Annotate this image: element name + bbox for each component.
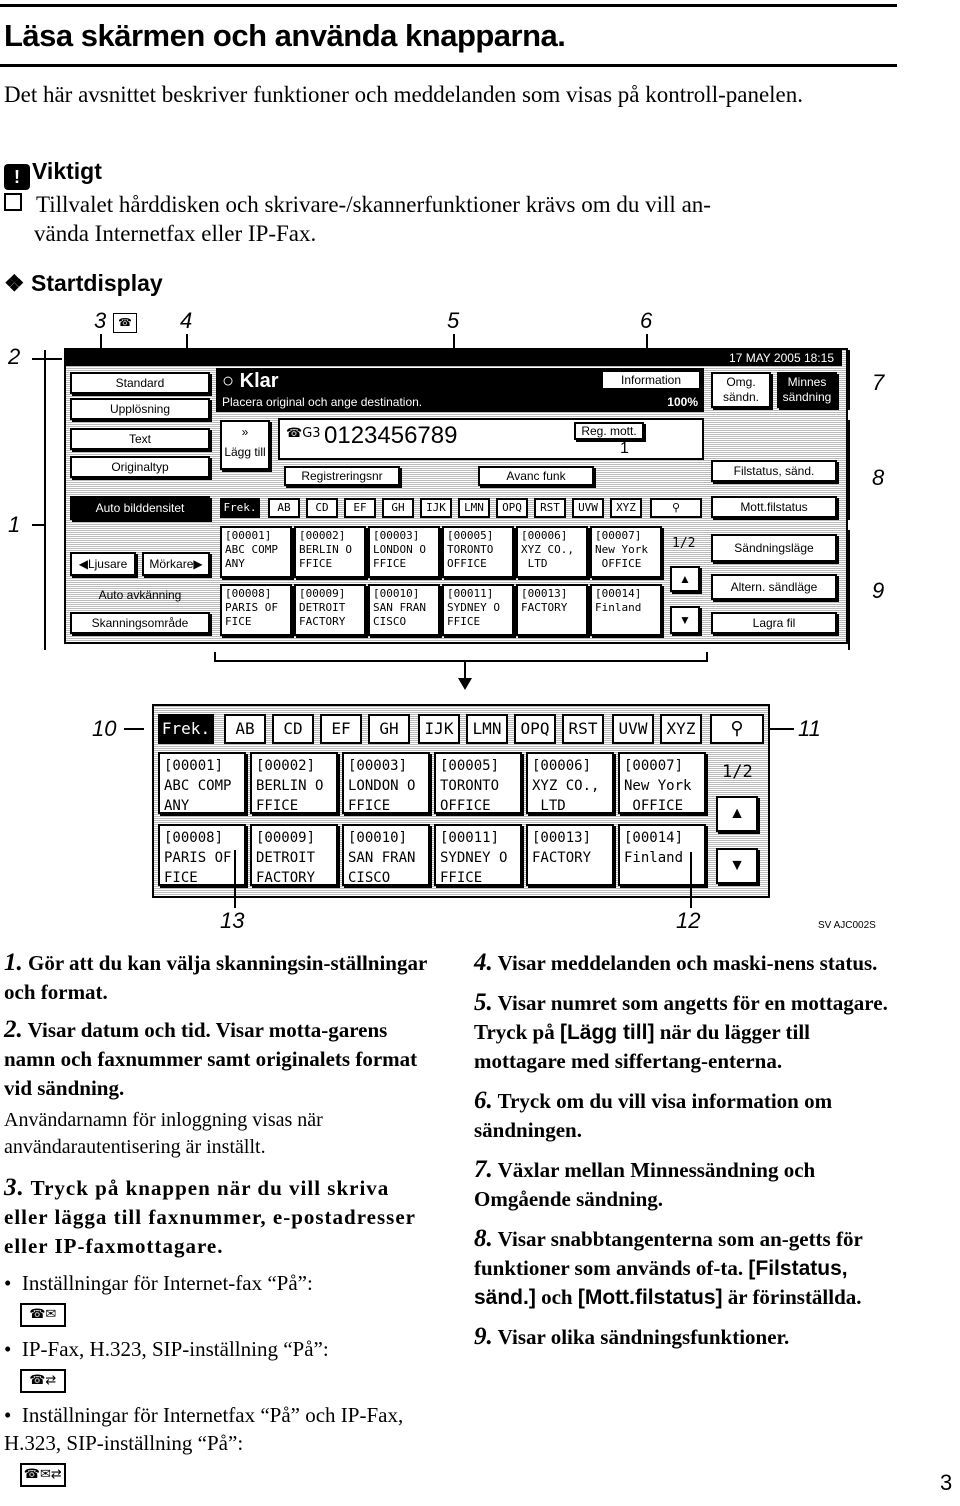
quick-dial-cell-zoom[interactable]: [00007] New York OFFICE [618,752,706,814]
list-item: 8. Visar snabbtangenterna som an-getts för funktioner som används of-ta. [Filstatus, sänd.] och [Mott.filstatus] är förinställda. [474,1225,863,1309]
quick-dial-cell[interactable]: [00002] BERLIN O FFICE [294,526,366,578]
bracket-1 [44,350,46,650]
key-sandningslage[interactable]: Sändningsläge [711,534,837,562]
datetime-bar [66,350,842,366]
page-indicator: 1/2 [672,536,696,551]
title-rule [0,64,897,67]
key-reg-mott[interactable]: Reg. mott. [574,422,644,440]
tab-xyz-zoom[interactable]: XYZ [660,714,702,744]
datetime: 17 MAY 2005 18:15 [729,351,834,365]
note-line-2: vända Internetfax eller IP-Fax. [34,221,317,246]
tab-ijk-zoom[interactable]: IJK [418,714,460,744]
list-right [474,948,898,1352]
tab-rst[interactable]: RST [534,498,566,518]
quick-dial-cell[interactable]: [00007] New York OFFICE [590,526,662,578]
internet-fax-icon: ☎✉ [20,1303,66,1327]
quick-dial-cell[interactable]: [00005] TORONTO OFFICE [442,526,514,578]
tab-uvw[interactable]: UVW [572,498,604,518]
page-title: Läsa skärmen och använda knapparna. [4,18,566,53]
quick-dial-cell[interactable]: [00008] PARIS OF FICE [220,584,292,636]
label-auto-avkanning: Auto avkänning [98,588,182,602]
list-item: 6. Tryck om du vill visa information om sändningen. [474,1087,833,1142]
quick-dial-cell-zoom[interactable]: [00003] LONDON O FFICE [342,752,430,814]
important-icon: ! [4,164,30,190]
note-line-1: Tillvalet hårddisken och skrivare-/skannerfunktioner krävs om du vill an- [36,192,711,217]
important-note [4,190,896,248]
leader-line-10 [124,728,144,730]
quick-dial-cell-zoom[interactable]: [00002] BERLIN O FFICE [250,752,338,814]
reg-count: 1 [620,440,629,457]
list-item: 1. Gör att du kan välja skanningsin-ställningar och format. [4,949,427,1004]
fax-mode-icon: ☎ [113,313,137,333]
leader-line-11 [770,728,794,730]
zoomed-quick-dial-panel [152,704,770,898]
leader-line-2 [32,358,62,360]
leader-line-12 [690,852,692,908]
key-ljusare[interactable]: ◀Ljusare [70,552,136,576]
quick-dial-cell-zoom[interactable]: [00009] DETROIT FACTORY [250,824,338,886]
quick-dial-cell-zoom[interactable]: [00014] Finland [618,824,706,886]
list-item: 4. Visar meddelanden och maski-nens status. [474,949,878,976]
quick-dial-cell-zoom[interactable]: [00001] ABC COMP ANY [158,752,246,814]
g3-line-icon: ☎G3 [286,426,321,441]
callout-11: 11 [798,716,821,741]
key-minnes-sandning[interactable]: Minnes sändning [777,372,837,408]
callout-7: 7 [872,370,885,395]
bullet-item: • Inställningar för Internetfax “På” och IP-Fax, H.323, SIP-inställning “På”: ☎✉⇄ [4,1401,428,1487]
callout-9: 9 [872,578,885,603]
callout-10: 10 [92,716,117,741]
key-filstatus-sand[interactable]: Filstatus, sänd. [711,460,837,482]
key-mott-filstatus[interactable]: Mott.filstatus [711,496,837,518]
bullet-item: • IP-Fax, H.323, SIP-inställning “På”: ☎⇄ [4,1335,428,1393]
list-item: 9. Visar olika sändningsfunktioner. [474,1323,790,1350]
quick-dial-cell-zoom[interactable]: [00008] PARIS OF FICE [158,824,246,886]
callout-5: 5 [447,308,460,333]
key-originaltyp[interactable]: Originaltyp [70,456,210,478]
callout-1: 1 [8,512,21,537]
key-lagra-fil[interactable]: Lagra fil [711,612,837,634]
key-lagg-till[interactable]: » Lägg till [220,420,270,470]
quick-dial-cell[interactable]: [00010] SAN FRAN CISCO [368,584,440,636]
quick-dial-cell[interactable]: [00001] ABC COMP ANY [220,526,292,578]
list-item-note: Användarnamn för inloggning visas när användarautentisering är inställt. [4,1109,323,1158]
startdisplay-heading [4,270,163,297]
diamond-bullet-icon: ❖ [4,270,25,296]
tab-ab[interactable]: AB [268,498,300,518]
key-omg-sandn[interactable]: Omg. sändn. [711,372,771,408]
tab-opq-zoom[interactable]: OPQ [514,714,556,744]
key-auto-bilddensitet[interactable]: Auto bilddensitet [70,496,210,520]
page-indicator-zoom: 1/2 [722,762,753,782]
quick-dial-cell[interactable]: [00003] LONDON O FFICE [368,526,440,578]
tab-ab-zoom[interactable]: AB [224,714,266,744]
scroll-up-icon[interactable]: ▲ [670,566,700,592]
key-text[interactable]: Text [70,428,210,450]
callout-6: 6 [640,308,653,333]
tab-rst-zoom[interactable]: RST [562,714,604,744]
key-standard[interactable]: Standard [70,372,210,394]
callout-4: 4 [180,308,193,333]
tab-gh-zoom[interactable]: GH [368,714,410,744]
startdisplay-label: Startdisplay [31,270,163,296]
quick-dial-cell[interactable]: [00009] DETROIT FACTORY [294,584,366,636]
quick-dial-cell[interactable]: [00013] FACTORY [516,584,588,636]
list-left [4,948,428,1487]
tab-xyz[interactable]: XYZ [610,498,642,518]
status-text: ○ Klar [222,370,279,392]
callout-2: 2 [8,344,21,369]
memory-indicator: 100% [667,395,698,409]
status-message: Placera original och ange destination. [222,395,423,409]
internet-ip-fax-icon: ☎✉⇄ [20,1463,66,1487]
tab-ef[interactable]: EF [344,498,376,518]
key-information[interactable]: Information [601,370,701,390]
tab-frek-zoom[interactable]: Frek. [158,714,214,744]
mott-filstatus-ref: [Mott.filstatus] [577,1286,723,1309]
bracket-7 [848,350,850,410]
key-upplosning[interactable]: Upplösning [70,398,210,420]
tab-lmn[interactable]: LMN [458,498,490,518]
tab-lmn-zoom[interactable]: LMN [466,714,508,744]
quick-dial-cell-zoom[interactable]: [00005] TORONTO OFFICE [434,752,522,814]
quick-dial-cell-zoom[interactable]: [00011] SYDNEY O FFICE [434,824,522,886]
figure-code: SV AJC002S [818,920,876,931]
key-morkare[interactable]: Mörkare▶ [142,552,210,576]
tab-ef-zoom[interactable]: EF [320,714,362,744]
quick-dial-cell[interactable]: [00014] Finland [590,584,662,636]
list-item: 5. Visar numret som angetts för en mottagare. Tryck på [Lägg till] när du lägger till mottagare med siffertang-enterna. [474,989,888,1073]
search-icon[interactable]: ⚲ [710,714,764,744]
list-item: 3. Tryck på knappen när du vill skriva eller lägga till faxnummer, e-postadresser eller IP-faxmottagare. [4,1174,416,1258]
scroll-down-icon[interactable]: ▼ [670,606,700,634]
zoom-bracket [214,660,708,662]
down-arrow-icon [458,678,472,690]
bullet-item: • Inställningar för Internet-fax “På”: ☎✉ [4,1269,428,1327]
intro-text: Det här avsnittet beskriver funktioner och meddelanden som visas på kontroll-panelen. [4,82,804,107]
add-arrows-icon: » [241,425,249,439]
key-registreringsnr[interactable]: Registreringsnr [284,466,400,486]
filstatus-ref: [Filstatus, sänd.] [474,1257,848,1309]
leader-line-1 [32,524,44,526]
viktigt-heading [4,158,102,190]
control-panel-screen [64,348,848,644]
search-icon[interactable]: ⚲ [650,498,702,518]
bracket-9 [848,530,850,650]
quick-dial-cell-zoom[interactable]: [00006] XYZ CO., LTD [526,752,614,814]
top-rule [0,4,897,7]
tab-frek[interactable]: Frek. [220,498,260,518]
lagg-till-ref: [Lägg till] [559,1021,655,1044]
zoom-bracket-right [706,652,708,662]
list-item: 2. Visar datum och tid. Visar motta-garens namn och faxnummer samt originalets format vid sändning. [4,1016,418,1100]
bracket-8 [848,420,850,520]
quick-dial-cell-zoom[interactable]: [00010] SAN FRAN CISCO [342,824,430,886]
ip-fax-icon: ☎⇄ [20,1369,66,1393]
key-skanningsomrade[interactable]: Skanningsområde [70,612,210,634]
callout-13: 13 [220,908,245,933]
callout-3: 3 [94,308,107,333]
key-altern-sandlage[interactable]: Altern. sändläge [711,574,837,600]
leader-line-13 [234,850,236,908]
destination-field [278,418,704,460]
zoom-arrow-line [464,660,466,680]
checkbox-bullet-icon [4,193,22,211]
page-number: 3 [940,1470,953,1495]
list-item: 7. Växlar mellan Minnessändning och Omgående sändning. [474,1156,816,1211]
tab-cd-zoom[interactable]: CD [272,714,314,744]
callout-8: 8 [872,465,885,490]
tab-cd[interactable]: CD [306,498,338,518]
key-avanc-funk[interactable]: Avanc funk [478,466,594,486]
quick-dial-cell[interactable]: [00006] XYZ CO., LTD [516,526,588,578]
fax-number: 0123456789 [324,422,458,449]
scroll-up-icon[interactable]: ▲ [716,796,758,832]
scroll-down-icon[interactable]: ▼ [716,848,758,884]
quick-dial-cell[interactable]: [00011] SYDNEY O FFICE [442,584,514,636]
tab-uvw-zoom[interactable]: UVW [612,714,654,744]
tab-gh[interactable]: GH [382,498,414,518]
tab-ijk[interactable]: IJK [420,498,452,518]
tab-opq[interactable]: OPQ [496,498,528,518]
viktigt-label: Viktigt [32,158,102,184]
callout-12: 12 [676,908,701,933]
quick-dial-cell-zoom[interactable]: [00013] FACTORY [526,824,614,886]
